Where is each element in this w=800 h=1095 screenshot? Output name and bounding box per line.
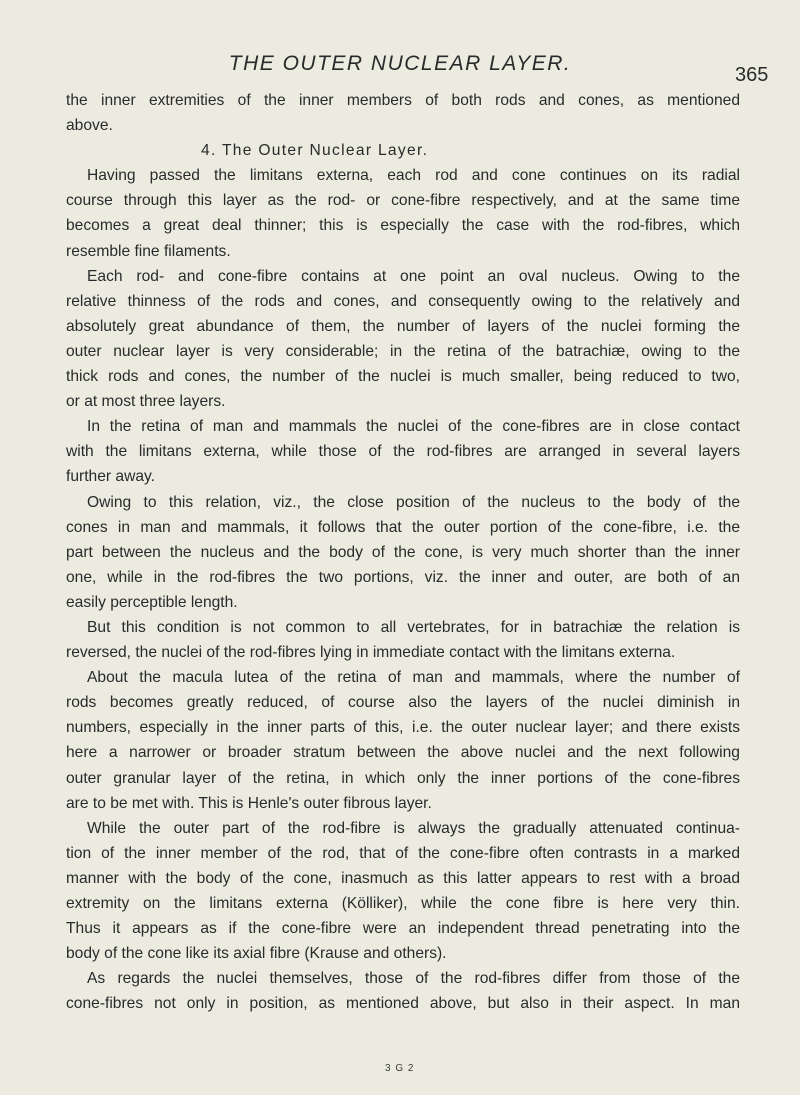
body-text	[66, 88, 740, 1016]
text-line: body of the cone like its axial fibre (Krause and others).	[66, 945, 447, 963]
running-title: THE OUTER NUCLEAR LAYER.	[228, 52, 572, 75]
text-line: the inner extremities of the inner members of both rods and cones, as mentioned	[66, 92, 740, 109]
text-line: or at most three layers.	[66, 393, 226, 411]
text-line: Thus it appears as if the cone-fibre were an independent thread penetrating into the	[66, 920, 740, 938]
text-line: As regards the nuclei themselves, those of the rod-fibres differ from those of the	[87, 970, 740, 988]
text-line: above.	[66, 117, 113, 135]
text-line: outer nuclear layer is very considerable; in the retina of the batrachiæ, owing to the	[66, 342, 740, 360]
text-line: part between the nucleus and the body of the cone, is very much shorter than the inner	[66, 543, 740, 561]
text-line: one, while in the rod-fibres the two portions, viz. the inner and outer, are both of an	[66, 568, 740, 586]
text-line: manner with the body of the cone, inasmuch as this latter appears to rest with a broad	[66, 869, 740, 887]
text-line: In the retina of man and mammals the nuclei of the cone-fibres are in close contact	[87, 418, 740, 436]
text-line: course through this layer as the rod- or cone-fibre respectively, and at the same time	[66, 192, 740, 210]
text-line: Having passed the limitans externa, each rod and cone continues on its radial	[87, 167, 740, 185]
text-line: are to be met with. This is Henle's outer fibrous layer.	[66, 794, 432, 812]
text-line: reversed, the nuclei of the rod-fibres lying in immediate contact with the limitans externa.	[66, 644, 676, 662]
text-line: rods becomes greatly reduced, of course also the layers of the nuclei diminish in	[66, 694, 740, 712]
text-line: About the macula lutea of the retina of man and mammals, where the number of	[87, 669, 740, 687]
text-line: cone-fibres not only in position, as mentioned above, but also in their aspect. In man	[66, 995, 740, 1013]
text-line: outer granular layer of the retina, in which only the inner portions of the cone-fibres	[66, 769, 740, 787]
text-line: absolutely great abundance of them, the number of layers of the nuclei forming the	[66, 317, 740, 335]
text-line: resemble fine filaments.	[66, 242, 231, 260]
section-heading: 4. The Outer Nuclear Layer.	[201, 142, 429, 160]
text-line: numbers, especially in the inner parts of this, i.e. the outer nuclear layer; and there exists	[66, 719, 740, 737]
text-line: extremity on the limitans externa (Kölliker), while the cone fibre is here very thin.	[66, 895, 740, 912]
text-line: Each rod- and cone-fibre contains at one point an oval nucleus. Owing to the	[87, 267, 740, 285]
text-line: tion of the inner member of the rod, that of the cone-fibre often contrasts in a marked	[66, 844, 740, 862]
text-line: Owing to this relation, viz., the close position of the nucleus to the body of the	[87, 493, 740, 511]
text-line: becomes a great deal thinner; this is especially the case with the rod-fibres, which	[66, 217, 740, 235]
signature-mark: 3 G 2	[385, 1063, 415, 1074]
text-line: easily perceptible length.	[66, 593, 238, 611]
page-number: 365	[735, 64, 769, 86]
text-line: cones in man and mammals, it follows that the outer portion of the cone-fibre, i.e. the	[66, 518, 740, 536]
text-line: thick rods and cones, the number of the nuclei is much smaller, being reduced to two,	[66, 368, 740, 386]
text-line: with the limitans externa, while those of the rod-fibres are arranged in several layers	[66, 443, 740, 461]
text-line: here a narrower or broader stratum between the above nuclei and the next following	[66, 744, 740, 762]
text-line: relative thinness of the rods and cones, and consequently owing to the relatively and	[66, 292, 740, 310]
text-line: But this condition is not common to all vertebrates, for in batrachiæ the relation is	[87, 618, 740, 636]
text-line: While the outer part of the rod-fibre is always the gradually attenuated continua-	[87, 819, 740, 837]
text-line: further away.	[66, 468, 155, 486]
